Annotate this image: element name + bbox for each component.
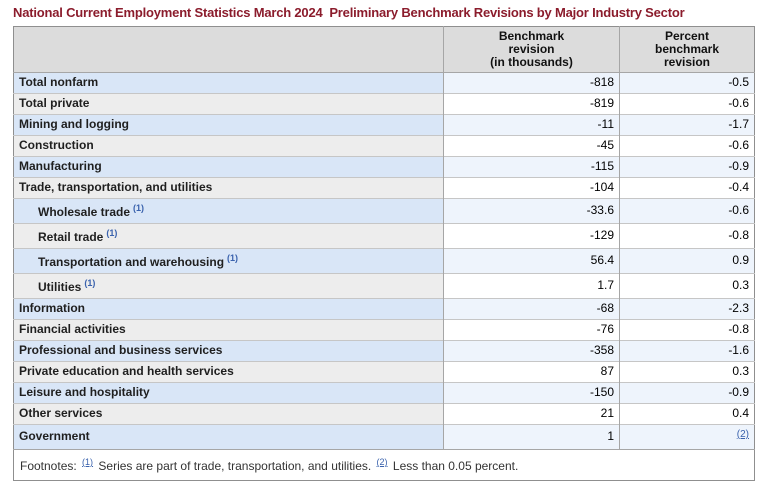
header-percent-line1: Percent bbox=[664, 29, 710, 43]
header-benchmark-cell bbox=[444, 27, 620, 73]
table-row-trade-transportation-utilities bbox=[14, 178, 755, 199]
industry-cell bbox=[14, 73, 444, 94]
percent-value-cell bbox=[620, 157, 755, 178]
footnotes-row bbox=[14, 450, 755, 481]
industry-label: Construction bbox=[19, 138, 94, 152]
benchmark-value: -33.6 bbox=[586, 203, 614, 217]
percent-value: 0.9 bbox=[732, 253, 749, 267]
benchmark-value-cell bbox=[444, 157, 620, 178]
percent-value-cell bbox=[620, 362, 755, 383]
percent-value-cell bbox=[620, 274, 755, 299]
benchmark-value-cell bbox=[444, 178, 620, 199]
benchmark-value: -818 bbox=[589, 75, 614, 89]
benchmark-value: -358 bbox=[589, 343, 614, 357]
percent-value: -0.8 bbox=[728, 322, 749, 336]
benchmark-value-cell bbox=[444, 94, 620, 115]
footnote-2-ref[interactable]: (2) bbox=[736, 429, 749, 440]
percent-value: -0.5 bbox=[728, 75, 749, 89]
benchmark-value-cell bbox=[444, 341, 620, 362]
industry-label: Private education and health services bbox=[19, 364, 234, 378]
table-row-government bbox=[14, 425, 755, 450]
percent-value: -2.3 bbox=[728, 301, 749, 315]
percent-value-cell bbox=[620, 299, 755, 320]
benchmark-value-cell bbox=[444, 73, 620, 94]
benchmark-revisions-table bbox=[13, 26, 755, 481]
table-row-total-nonfarm bbox=[14, 73, 755, 94]
percent-value: -0.4 bbox=[728, 180, 749, 194]
benchmark-value-cell bbox=[444, 299, 620, 320]
footnotes-cell bbox=[14, 450, 755, 481]
footnote-1-ref[interactable]: (1) bbox=[227, 253, 239, 263]
benchmark-value-cell bbox=[444, 199, 620, 224]
percent-value-cell bbox=[620, 425, 755, 450]
percent-value: -0.9 bbox=[728, 159, 749, 173]
percent-value-cell bbox=[620, 199, 755, 224]
percent-value: -0.6 bbox=[728, 96, 749, 110]
footnote-1-ref[interactable]: (1) bbox=[133, 203, 145, 213]
industry-cell bbox=[14, 404, 444, 425]
table-row-financial-activities bbox=[14, 320, 755, 341]
industry-cell bbox=[14, 320, 444, 341]
page-title: National Current Employment Statistics March 2024 Preliminary Benchmark Revisions by Major Industry Sector bbox=[13, 5, 685, 20]
industry-label: Utilities bbox=[38, 280, 82, 294]
industry-label: Mining and logging bbox=[19, 117, 129, 131]
percent-value: 0.3 bbox=[732, 278, 749, 292]
header-percent-line3: revision bbox=[663, 55, 711, 69]
percent-value: -0.9 bbox=[728, 385, 749, 399]
benchmark-value: 87 bbox=[600, 364, 614, 378]
header-benchmark-line2: revision bbox=[508, 42, 555, 56]
industry-cell bbox=[14, 362, 444, 383]
benchmark-value-cell bbox=[444, 136, 620, 157]
industry-label: Total private bbox=[19, 96, 90, 110]
header-percent-line2: benchmark bbox=[654, 42, 720, 56]
industry-label: Professional and business services bbox=[19, 343, 223, 357]
benchmark-value: -45 bbox=[596, 138, 614, 152]
table-row-mining-logging bbox=[14, 115, 755, 136]
percent-value-cell bbox=[620, 383, 755, 404]
benchmark-value-cell bbox=[444, 224, 620, 249]
percent-value-cell bbox=[620, 341, 755, 362]
header-benchmark-line1: Benchmark bbox=[498, 29, 565, 43]
industry-label: Transportation and warehousing bbox=[38, 255, 225, 269]
industry-cell bbox=[14, 341, 444, 362]
table-row-total-private bbox=[14, 94, 755, 115]
industry-cell bbox=[14, 274, 444, 299]
footnote-2-link[interactable]: (2) bbox=[376, 457, 388, 467]
footnote-1-ref[interactable]: (1) bbox=[106, 228, 118, 238]
table-row-private-education-health-services bbox=[14, 362, 755, 383]
benchmark-value-cell bbox=[444, 249, 620, 274]
table-row-manufacturing bbox=[14, 157, 755, 178]
industry-label: Manufacturing bbox=[19, 159, 102, 173]
percent-value-cell bbox=[620, 178, 755, 199]
table-row-information bbox=[14, 299, 755, 320]
industry-cell bbox=[14, 115, 444, 136]
table-row-wholesale-trade bbox=[14, 199, 755, 224]
table-row-professional-business-services bbox=[14, 341, 755, 362]
percent-value-cell bbox=[620, 404, 755, 425]
industry-cell bbox=[14, 224, 444, 249]
benchmark-value: -819 bbox=[589, 96, 614, 110]
benchmark-value-cell bbox=[444, 274, 620, 299]
benchmark-value: -150 bbox=[589, 385, 614, 399]
industry-cell bbox=[14, 178, 444, 199]
benchmark-value-cell bbox=[444, 362, 620, 383]
header-row bbox=[14, 27, 755, 73]
industry-label: Government bbox=[19, 429, 90, 443]
industry-label: Leisure and hospitality bbox=[19, 385, 150, 399]
industry-label: Retail trade bbox=[38, 230, 104, 244]
benchmark-value: -68 bbox=[596, 301, 614, 315]
percent-value-cell bbox=[620, 320, 755, 341]
percent-value: 0.3 bbox=[732, 364, 749, 378]
header-benchmark-line3: (in thousands) bbox=[490, 55, 573, 69]
percent-value: -0.8 bbox=[728, 228, 749, 242]
percent-value-cell bbox=[620, 136, 755, 157]
percent-value: -1.7 bbox=[728, 117, 749, 131]
benchmark-value: -11 bbox=[597, 117, 614, 131]
footnote-1-text: Series are part of trade, transportation, and utilities. bbox=[98, 459, 372, 473]
benchmark-value-cell bbox=[444, 115, 620, 136]
benchmark-value: -115 bbox=[590, 159, 614, 173]
benchmark-value-cell bbox=[444, 404, 620, 425]
benchmark-value: -76 bbox=[596, 322, 614, 336]
industry-label: Wholesale trade bbox=[38, 205, 131, 219]
percent-value: -0.6 bbox=[728, 203, 749, 217]
percent-value: -0.6 bbox=[728, 138, 749, 152]
industry-cell bbox=[14, 299, 444, 320]
benchmark-value: 1.7 bbox=[597, 278, 614, 292]
percent-value: 0.4 bbox=[732, 406, 749, 420]
footnote-1-ref[interactable]: (1) bbox=[84, 278, 96, 288]
industry-label: Total nonfarm bbox=[19, 75, 99, 89]
benchmark-value: -129 bbox=[589, 228, 614, 242]
benchmark-value-cell bbox=[444, 425, 620, 450]
benchmark-value: 21 bbox=[600, 406, 614, 420]
industry-label: Financial activities bbox=[19, 322, 126, 336]
industry-cell bbox=[14, 157, 444, 178]
benchmark-value-cell bbox=[444, 320, 620, 341]
header-industry-cell bbox=[14, 27, 444, 73]
percent-value-cell bbox=[620, 94, 755, 115]
percent-value: -1.6 bbox=[728, 343, 749, 357]
benchmark-value-cell bbox=[444, 383, 620, 404]
industry-cell bbox=[14, 383, 444, 404]
industry-cell bbox=[14, 199, 444, 224]
percent-value-cell bbox=[620, 224, 755, 249]
benchmark-value: 1 bbox=[607, 429, 614, 443]
industry-cell bbox=[14, 425, 444, 450]
industry-label: Information bbox=[19, 301, 85, 315]
table-row-construction bbox=[14, 136, 755, 157]
industry-cell bbox=[14, 94, 444, 115]
industry-label: Trade, transportation, and utilities bbox=[19, 180, 213, 194]
table-row-transportation-warehousing bbox=[14, 249, 755, 274]
footnote-2-text: Less than 0.05 percent. bbox=[392, 459, 519, 473]
table-row-utilities bbox=[14, 274, 755, 299]
footnotes-label: Footnotes: bbox=[20, 459, 77, 473]
table-row-leisure-hospitality bbox=[14, 383, 755, 404]
percent-value-cell bbox=[620, 249, 755, 274]
industry-cell bbox=[14, 136, 444, 157]
table-row-other-services bbox=[14, 404, 755, 425]
industry-label: Other services bbox=[19, 406, 103, 420]
footnote-1-link[interactable]: (1) bbox=[82, 457, 94, 467]
industry-cell bbox=[14, 249, 444, 274]
header-percent-cell bbox=[620, 27, 755, 73]
benchmark-value: 56.4 bbox=[590, 253, 614, 267]
table-row-retail-trade bbox=[14, 224, 755, 249]
benchmark-value: -104 bbox=[589, 180, 614, 194]
percent-value-cell bbox=[620, 73, 755, 94]
percent-value-cell bbox=[620, 115, 755, 136]
